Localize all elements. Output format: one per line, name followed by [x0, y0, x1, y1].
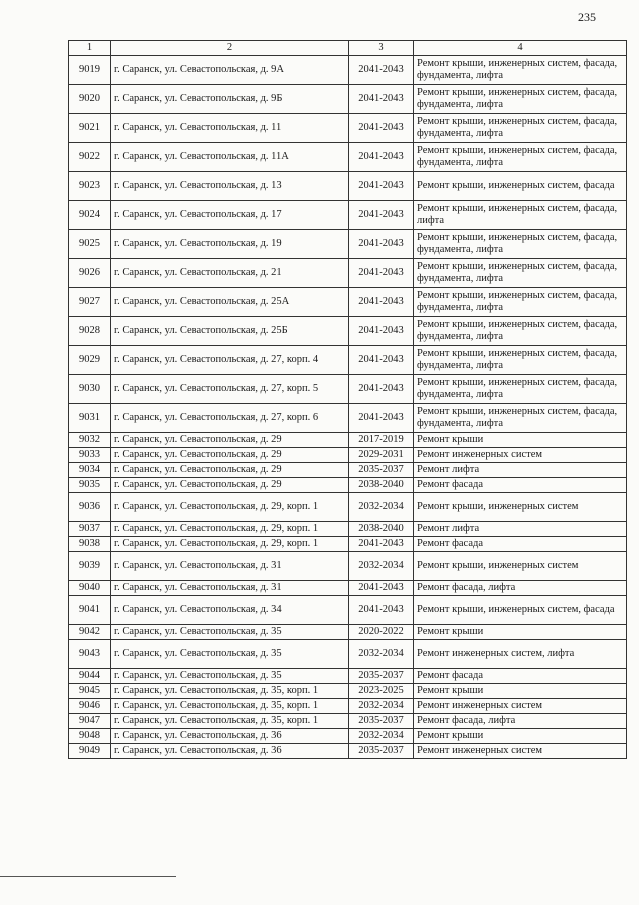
work-type-cell: Ремонт крыши, инженерных систем [414, 493, 627, 522]
row-number-cell: 9040 [69, 581, 111, 596]
table-row [69, 478, 627, 493]
address-cell: г. Саранск, ул. Севастопольская, д. 11А [111, 143, 349, 172]
work-type-cell: Ремонт крыши, инженерных систем [414, 552, 627, 581]
address-cell: г. Саранск, ул. Севастопольская, д. 35, корп. 1 [111, 714, 349, 729]
row-number-cell: 9029 [69, 346, 111, 375]
work-type-cell: Ремонт крыши, инженерных систем, фасада, фундамента, лифта [414, 143, 627, 172]
work-type-cell: Ремонт крыши, инженерных систем, фасада, фундамента, лифта [414, 230, 627, 259]
row-number-cell: 9036 [69, 493, 111, 522]
period-cell: 2038-2040 [349, 522, 414, 537]
address-cell: г. Саранск, ул. Севастопольская, д. 29, корп. 1 [111, 493, 349, 522]
period-cell: 2041-2043 [349, 230, 414, 259]
table-row [69, 433, 627, 448]
address-cell: г. Саранск, ул. Севастопольская, д. 35 [111, 640, 349, 669]
row-number-cell: 9027 [69, 288, 111, 317]
row-number-cell: 9022 [69, 143, 111, 172]
address-cell: г. Саранск, ул. Севастопольская, д. 25Б [111, 317, 349, 346]
row-number-cell: 9048 [69, 729, 111, 744]
work-type-cell: Ремонт крыши, инженерных систем, фасада, фундамента, лифта [414, 114, 627, 143]
table-row [69, 625, 627, 640]
work-type-cell: Ремонт фасада [414, 537, 627, 552]
address-cell: г. Саранск, ул. Севастопольская, д. 11 [111, 114, 349, 143]
address-cell: г. Саранск, ул. Севастопольская, д. 29, корп. 1 [111, 522, 349, 537]
period-cell: 2041-2043 [349, 288, 414, 317]
period-cell: 2041-2043 [349, 114, 414, 143]
address-cell: г. Саранск, ул. Севастопольская, д. 29 [111, 433, 349, 448]
row-number-cell: 9024 [69, 201, 111, 230]
period-cell: 2041-2043 [349, 143, 414, 172]
table-row [69, 522, 627, 537]
repair-schedule-table [68, 40, 627, 759]
work-type-cell: Ремонт крыши, инженерных систем, фасада, фундамента, лифта [414, 404, 627, 433]
work-type-cell: Ремонт инженерных систем [414, 699, 627, 714]
row-number-cell: 9043 [69, 640, 111, 669]
address-cell: г. Саранск, ул. Севастопольская, д. 35 [111, 669, 349, 684]
table-row [69, 596, 627, 625]
period-cell: 2035-2037 [349, 744, 414, 759]
row-number-cell: 9042 [69, 625, 111, 640]
table-row [69, 317, 627, 346]
row-number-cell: 9033 [69, 448, 111, 463]
work-type-cell: Ремонт инженерных систем [414, 744, 627, 759]
table-row [69, 581, 627, 596]
address-cell: г. Саранск, ул. Севастопольская, д. 29, корп. 1 [111, 537, 349, 552]
page-number: 235 [578, 10, 596, 24]
work-type-cell: Ремонт лифта [414, 463, 627, 478]
table-row [69, 375, 627, 404]
period-cell: 2041-2043 [349, 172, 414, 201]
row-number-cell: 9047 [69, 714, 111, 729]
table-row [69, 56, 627, 85]
work-type-cell: Ремонт инженерных систем [414, 448, 627, 463]
address-cell: г. Саранск, ул. Севастопольская, д. 35 [111, 625, 349, 640]
period-cell: 2032-2034 [349, 552, 414, 581]
row-number-cell: 9046 [69, 699, 111, 714]
work-type-cell: Ремонт крыши [414, 625, 627, 640]
address-cell: г. Саранск, ул. Севастопольская, д. 29 [111, 463, 349, 478]
period-cell: 2041-2043 [349, 201, 414, 230]
table-row [69, 729, 627, 744]
table-row [69, 684, 627, 699]
work-type-cell: Ремонт фасада [414, 478, 627, 493]
row-number-cell: 9045 [69, 684, 111, 699]
column-number-row [69, 41, 627, 56]
work-type-cell: Ремонт крыши, инженерных систем, фасада, фундамента, лифта [414, 317, 627, 346]
row-number-cell: 9028 [69, 317, 111, 346]
column-header-1: 1 [69, 41, 111, 56]
period-cell: 2041-2043 [349, 375, 414, 404]
column-header-3: 3 [349, 41, 414, 56]
address-cell: г. Саранск, ул. Севастопольская, д. 27, корп. 6 [111, 404, 349, 433]
work-type-cell: Ремонт фасада, лифта [414, 581, 627, 596]
row-number-cell: 9020 [69, 85, 111, 114]
table-row [69, 448, 627, 463]
work-type-cell: Ремонт крыши, инженерных систем, фасада, фундамента, лифта [414, 85, 627, 114]
period-cell: 2035-2037 [349, 714, 414, 729]
work-type-cell: Ремонт инженерных систем, лифта [414, 640, 627, 669]
work-type-cell: Ремонт крыши, инженерных систем, фасада, фундамента, лифта [414, 259, 627, 288]
work-type-cell: Ремонт крыши [414, 684, 627, 699]
table-row [69, 669, 627, 684]
table-row [69, 640, 627, 669]
work-type-cell: Ремонт крыши, инженерных систем, фасада, лифта [414, 201, 627, 230]
table-row [69, 230, 627, 259]
work-type-cell: Ремонт крыши, инженерных систем, фасада [414, 172, 627, 201]
period-cell: 2032-2034 [349, 493, 414, 522]
row-number-cell: 9035 [69, 478, 111, 493]
table-row [69, 346, 627, 375]
work-type-cell: Ремонт крыши, инженерных систем, фасада, фундамента, лифта [414, 346, 627, 375]
period-cell: 2041-2043 [349, 537, 414, 552]
period-cell: 2020-2022 [349, 625, 414, 640]
period-cell: 2041-2043 [349, 404, 414, 433]
period-cell: 2035-2037 [349, 463, 414, 478]
address-cell: г. Саранск, ул. Севастопольская, д. 35, корп. 1 [111, 684, 349, 699]
row-number-cell: 9038 [69, 537, 111, 552]
address-cell: г. Саранск, ул. Севастопольская, д. 27, корп. 5 [111, 375, 349, 404]
address-cell: г. Саранск, ул. Севастопольская, д. 35, корп. 1 [111, 699, 349, 714]
work-type-cell: Ремонт фасада, лифта [414, 714, 627, 729]
table-row [69, 114, 627, 143]
table-row [69, 493, 627, 522]
table-row [69, 288, 627, 317]
period-cell: 2035-2037 [349, 669, 414, 684]
period-cell: 2032-2034 [349, 729, 414, 744]
column-header-2: 2 [111, 41, 349, 56]
period-cell: 2041-2043 [349, 596, 414, 625]
work-type-cell: Ремонт крыши, инженерных систем, фасада [414, 596, 627, 625]
work-type-cell: Ремонт крыши, инженерных систем, фасада, фундамента, лифта [414, 375, 627, 404]
period-cell: 2041-2043 [349, 317, 414, 346]
table-body [69, 41, 627, 759]
row-number-cell: 9026 [69, 259, 111, 288]
address-cell: г. Саранск, ул. Севастопольская, д. 31 [111, 552, 349, 581]
address-cell: г. Саранск, ул. Севастопольская, д. 31 [111, 581, 349, 596]
period-cell: 2017-2019 [349, 433, 414, 448]
table-row [69, 85, 627, 114]
table-row [69, 404, 627, 433]
row-number-cell: 9034 [69, 463, 111, 478]
address-cell: г. Саранск, ул. Севастопольская, д. 36 [111, 744, 349, 759]
address-cell: г. Саранск, ул. Севастопольская, д. 29 [111, 478, 349, 493]
address-cell: г. Саранск, ул. Севастопольская, д. 21 [111, 259, 349, 288]
work-type-cell: Ремонт крыши, инженерных систем, фасада, фундамента, лифта [414, 288, 627, 317]
row-number-cell: 9039 [69, 552, 111, 581]
row-number-cell: 9025 [69, 230, 111, 259]
work-type-cell: Ремонт лифта [414, 522, 627, 537]
row-number-cell: 9032 [69, 433, 111, 448]
period-cell: 2041-2043 [349, 346, 414, 375]
column-header-4: 4 [414, 41, 627, 56]
work-type-cell: Ремонт крыши, инженерных систем, фасада, фундамента, лифта [414, 56, 627, 85]
table-row [69, 259, 627, 288]
row-number-cell: 9031 [69, 404, 111, 433]
period-cell: 2041-2043 [349, 581, 414, 596]
address-cell: г. Саранск, ул. Севастопольская, д. 19 [111, 230, 349, 259]
address-cell: г. Саранск, ул. Севастопольская, д. 25А [111, 288, 349, 317]
table-row [69, 552, 627, 581]
period-cell: 2029-2031 [349, 448, 414, 463]
table-row [69, 201, 627, 230]
address-cell: г. Саранск, ул. Севастопольская, д. 17 [111, 201, 349, 230]
table-row [69, 172, 627, 201]
period-cell: 2032-2034 [349, 699, 414, 714]
address-cell: г. Саранск, ул. Севастопольская, д. 9А [111, 56, 349, 85]
row-number-cell: 9030 [69, 375, 111, 404]
address-cell: г. Саранск, ул. Севастопольская, д. 9Б [111, 85, 349, 114]
row-number-cell: 9021 [69, 114, 111, 143]
row-number-cell: 9041 [69, 596, 111, 625]
table-row [69, 463, 627, 478]
table-row [69, 537, 627, 552]
row-number-cell: 9037 [69, 522, 111, 537]
row-number-cell: 9023 [69, 172, 111, 201]
table-row [69, 744, 627, 759]
address-cell: г. Саранск, ул. Севастопольская, д. 34 [111, 596, 349, 625]
address-cell: г. Саранск, ул. Севастопольская, д. 13 [111, 172, 349, 201]
period-cell: 2041-2043 [349, 259, 414, 288]
work-type-cell: Ремонт фасада [414, 669, 627, 684]
row-number-cell: 9019 [69, 56, 111, 85]
work-type-cell: Ремонт крыши [414, 433, 627, 448]
period-cell: 2023-2025 [349, 684, 414, 699]
table-row [69, 143, 627, 172]
period-cell: 2038-2040 [349, 478, 414, 493]
address-cell: г. Саранск, ул. Севастопольская, д. 27, корп. 4 [111, 346, 349, 375]
row-number-cell: 9049 [69, 744, 111, 759]
address-cell: г. Саранск, ул. Севастопольская, д. 36 [111, 729, 349, 744]
address-cell: г. Саранск, ул. Севастопольская, д. 29 [111, 448, 349, 463]
row-number-cell: 9044 [69, 669, 111, 684]
work-type-cell: Ремонт крыши [414, 729, 627, 744]
period-cell: 2032-2034 [349, 640, 414, 669]
table-row [69, 714, 627, 729]
footer-divider [0, 876, 176, 877]
period-cell: 2041-2043 [349, 85, 414, 114]
period-cell: 2041-2043 [349, 56, 414, 85]
table-row [69, 699, 627, 714]
